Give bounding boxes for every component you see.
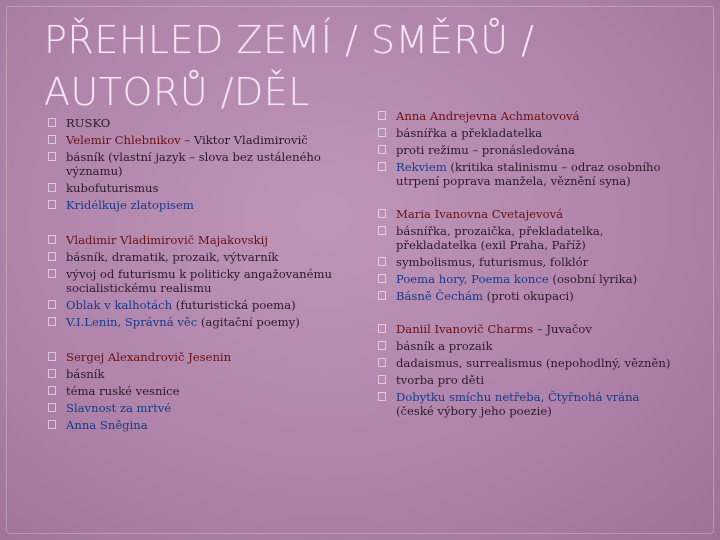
left-column	[48, 117, 348, 455]
bullet-icon	[48, 300, 56, 309]
bullet-icon	[378, 128, 386, 137]
list-item: V.I.Lenin, Správná věc (agitační poemy)	[48, 316, 348, 330]
list-item: básník a prozaik	[378, 340, 678, 354]
bullet-icon	[378, 145, 386, 154]
bullet-icon	[48, 369, 56, 378]
group-achmatovova	[378, 110, 678, 188]
bullet-icon	[48, 118, 56, 127]
list-item: básnířka, prozaička, překladatelka, překladatelka (exil Praha, Paříž)	[378, 225, 678, 252]
group-majakovskij	[48, 234, 348, 329]
list-item	[48, 199, 348, 213]
bullet-icon	[48, 420, 56, 429]
work-title: V.I.Lenin, Správná věc	[66, 314, 198, 329]
bullet-icon	[48, 386, 56, 395]
list-item: Poema hory, Poema konce (osobní lyrika)	[378, 273, 678, 287]
list-item: Daniil Ivanovič Charms – Juvačov	[378, 323, 678, 337]
bullet-icon	[48, 352, 56, 361]
list-item: Oblak v kalhotách (futuristická poema)	[48, 299, 348, 313]
list-item: RUSKO	[48, 117, 348, 131]
author-name: Velemir Chlebnikov	[66, 133, 181, 147]
bullet-icon	[48, 235, 56, 244]
list-item: Básně Čechám (proti okupaci)	[378, 290, 678, 304]
group-jesenin	[48, 351, 348, 433]
list-item: vývoj od futurismu k politicky angažovanému socialistickému realismu	[48, 268, 348, 295]
bullet-icon	[378, 162, 386, 171]
bullet-icon	[378, 341, 386, 350]
bullet-icon	[48, 135, 56, 144]
list-item: dadaismus, surrealismus (nepohodlný, vězněn)	[378, 357, 678, 371]
work-title: Slavnost za mrtvé	[66, 401, 172, 415]
list-item: básník	[48, 368, 348, 382]
list-item	[378, 208, 678, 222]
bullet-icon	[378, 274, 386, 283]
right-column	[378, 110, 678, 438]
bullet-icon	[378, 111, 386, 120]
bullet-icon	[48, 152, 56, 161]
group-charms	[378, 323, 678, 418]
list-item: Dobytku smíchu netřeba, Čtyřnohá vrána (české výbory jeho poezie)	[378, 391, 678, 418]
group-cvetajevova	[378, 208, 678, 303]
group-chlebnikov	[48, 117, 348, 212]
list-item: Velemir Chlebnikov – Viktor Vladimirovič	[48, 134, 348, 148]
bullet-icon	[48, 183, 56, 192]
bullet-icon	[378, 226, 386, 235]
list-item: básník, dramatik, prozaik, výtvarník	[48, 251, 348, 265]
bullet-icon	[48, 200, 56, 209]
bullet-icon	[378, 324, 386, 333]
work-title: Anna Sněgina	[66, 418, 148, 432]
list-item	[48, 402, 348, 416]
list-item	[48, 351, 348, 365]
author-name: Sergej Alexandrovič Jesenin	[66, 350, 232, 364]
bullet-icon	[378, 291, 386, 300]
list-item: téma ruské vesnice	[48, 385, 348, 399]
list-item: básník (vlastní jazyk – slova bez ustáleného významu)	[48, 151, 348, 178]
work-title: Dobytku smíchu netřeba, Čtyřnohá vrána	[396, 390, 640, 404]
work-title: Kridélkuje zlatopisem	[66, 197, 194, 212]
list-item: proti režimu – pronásledována	[378, 144, 678, 158]
list-item: básnířka a překladatelka	[378, 127, 678, 141]
bullet-icon	[48, 317, 56, 326]
bullet-icon	[48, 252, 56, 261]
author-name: Anna Andrejevna Achmatovová	[396, 109, 580, 123]
list-item: symbolismus, futurismus, folklór	[378, 256, 678, 270]
list-item: tvorba pro děti	[378, 374, 678, 388]
author-name: Vladimir Vladimirovič Majakovskij	[66, 233, 268, 247]
bullet-icon	[48, 403, 56, 412]
list-item	[48, 419, 348, 433]
list-item	[378, 110, 678, 124]
list-item	[48, 234, 348, 248]
bullet-icon	[378, 257, 386, 266]
work-title: Básně Čechám	[396, 288, 483, 303]
list-item: kubofuturismus	[48, 182, 348, 196]
author-name: Maria Ivanovna Cvetajevová	[396, 207, 564, 221]
bullet-icon	[378, 375, 386, 384]
bullet-icon	[378, 209, 386, 218]
author-name: Daniil Ivanovič Charms	[396, 322, 534, 336]
slide-title: PŘEHLED ZEMÍ / SMĚRŮ / AUTORŮ /DĚL	[44, 18, 535, 114]
bullet-icon	[378, 358, 386, 367]
list-item: Rekviem (kritika stalinismu – odraz osobního utrpení poprava manžela, věznění syna)	[378, 161, 678, 188]
bullet-icon	[378, 392, 386, 401]
work-title: Oblak v kalhotách	[66, 297, 173, 312]
work-title: Rekviem	[396, 160, 447, 174]
work-title: Poema hory, Poema konce	[396, 271, 549, 286]
bullet-icon	[48, 269, 56, 278]
